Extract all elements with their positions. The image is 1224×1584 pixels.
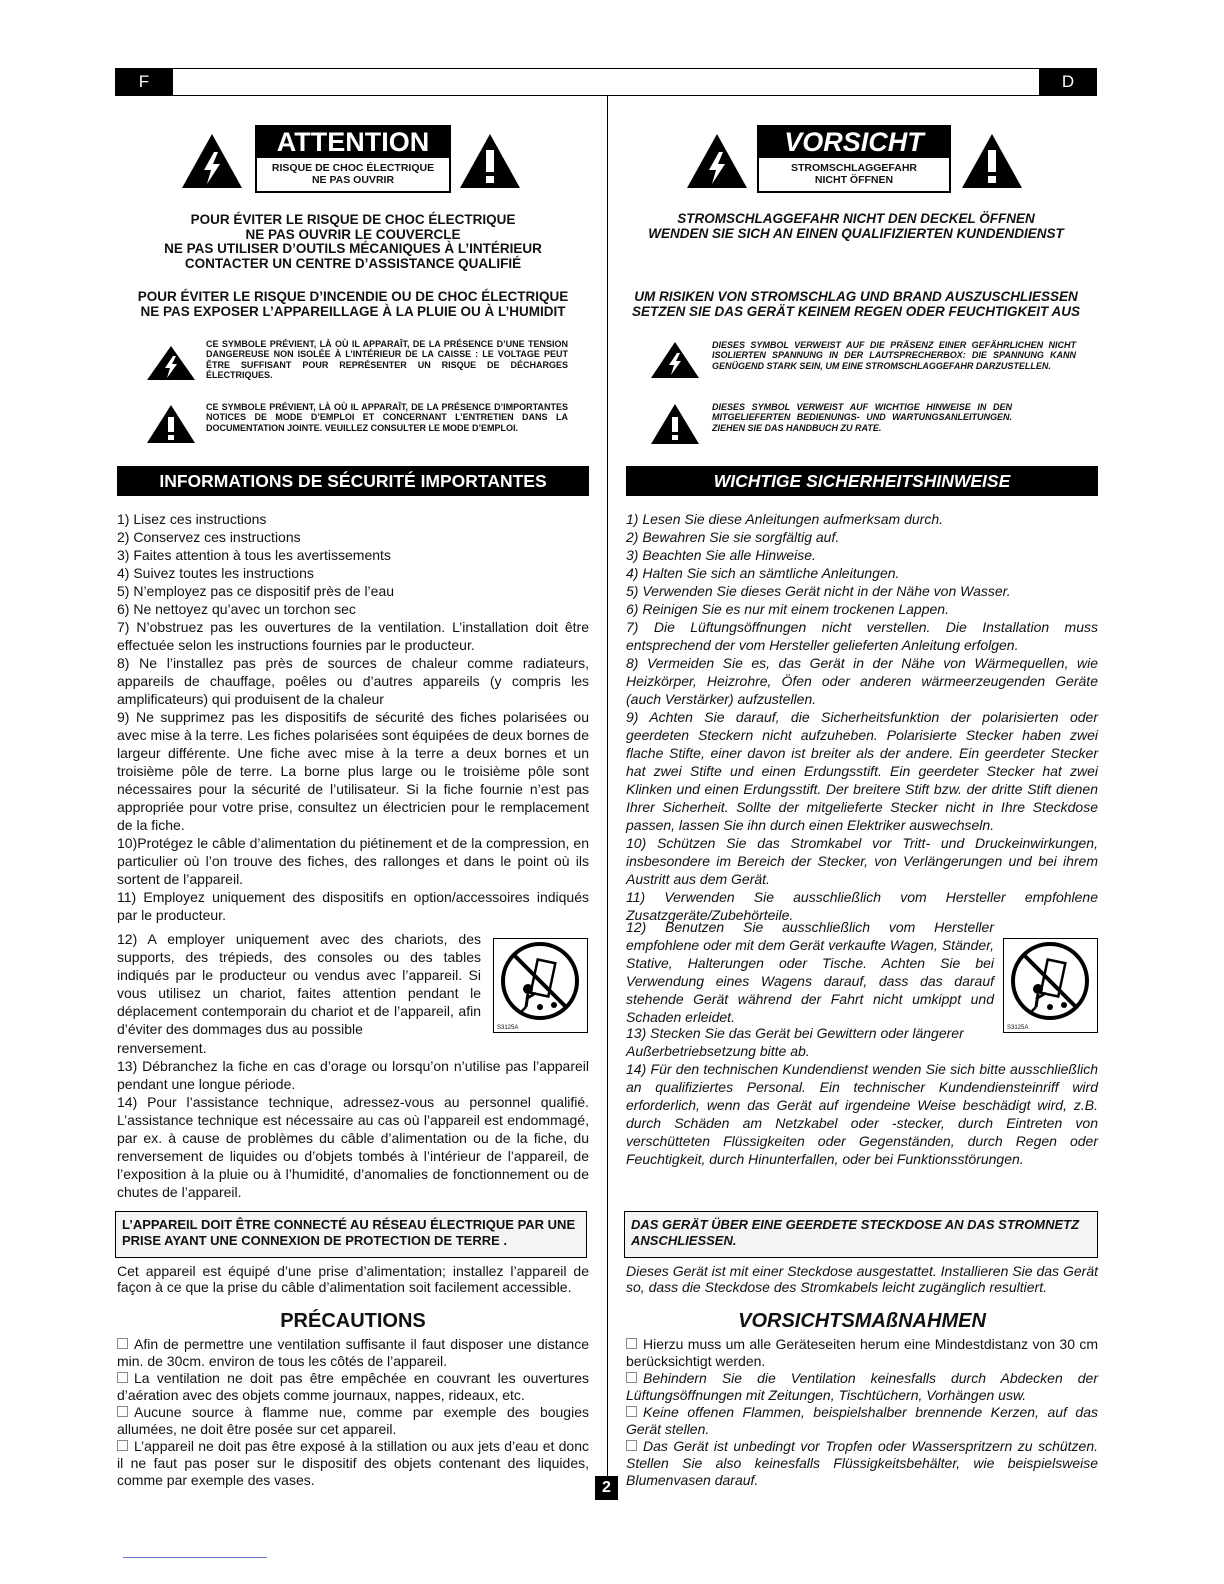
lightning-warning-icon — [180, 132, 244, 190]
checkbox-bullet-icon — [117, 1338, 128, 1349]
list-item: 11) Verwenden Sie ausschließlich vom Hersteller empfohlene Zusatzgeräte/Zubehörteile. — [626, 889, 1098, 923]
language-tag-fr: F — [115, 68, 173, 96]
list-item-13-end: Außerbetriebsetzung bitte ab. — [626, 1043, 810, 1059]
safety-list — [117, 510, 589, 924]
checkbox-bullet-icon — [117, 1440, 128, 1451]
list-item: 3) Beachten Sie alle Hinweise. — [626, 547, 816, 563]
section-heading: WICHTIGE SICHERHEITSHINWEISE — [626, 466, 1098, 496]
precaution-item — [117, 1404, 589, 1438]
precaution-item — [626, 1336, 1098, 1370]
list-item: 8) Ne l’installez pas près de sources de chaleur comme radiateurs, appareils de chauffage, poêles ou d’autres appareils (y compris les amplificateurs) qui produisent de la chaleur — [117, 655, 589, 707]
language-tag-de: D — [1039, 68, 1097, 96]
list-item-13: 13) Stecken Sie das Gerät bei Gewittern oder längerer — [626, 1025, 964, 1041]
image-caption: S3125A — [497, 1025, 519, 1031]
caps-line: STROMSCHLAGGEFAHR NICHT DEN DECKEL ÖFFNEN — [677, 211, 1035, 226]
list-item: 5) N’employez pas ce dispositif près de l’eau — [117, 583, 395, 599]
warning-subtitle-line: NE PAS OUVRIR — [311, 174, 395, 186]
precaution-text: Behindern Sie die Ventilation keinesfalls durch Abdecken der Lüftungsöffnungen mit Zeitungen, Tischtüchern, Vorhängen usw. — [626, 1370, 1098, 1403]
warning-title: VORSICHT — [758, 126, 950, 158]
checkbox-bullet-icon — [626, 1338, 637, 1349]
precautions-list — [626, 1336, 1098, 1489]
column-divider — [607, 96, 608, 1500]
symbol-note-voltage: CE SYMBOLE PRÉVIENT, LÀ OÙ IL APPARAÎT, DE LA PRÉSENCE D’UNE TENSION DANGEREUSE NON ISOLÉE À L’INTÉRIEUR DE LA CAISSE : LE VOLTAGE PEUT ÊTRE SUFFISANT POUR REPRÉSENTER UN RISQUE DE DÉCHARGES ÉLECTRIQUES. — [206, 339, 568, 380]
grounding-text: Cet appareil est équipé d’une prise d’alimentation; installez l’appareil de façon à ce que la prise du câble d’alimentation soit facilement accessible. — [117, 1263, 589, 1295]
precaution-text: Aucune source à flamme nue, comme par exemple des bougies allumées, ne doit être posée sur cet appareil. — [117, 1404, 589, 1437]
list-item-12-end: renversement. — [117, 1040, 207, 1056]
precaution-item — [117, 1336, 589, 1370]
checkbox-bullet-icon — [626, 1406, 637, 1417]
list-item-12: 12) A employer uniquement avec des chariots, des supports, des trépieds, des consoles ou des tables indiqués par le producteur ou vendus avec l’appareil. Si vous utilisez un chariot, faites attention pendant le déplacement contemporain du chariot et de l’appareil, afin d’éviter des dommages dus au possible — [117, 931, 481, 1037]
list-item: 8) Vermeiden Sie es, das Gerät in der Nähe von Wärmequellen, wie Heizkörper, Heizrohre, Öfen oder anderen wärmeerzeugenden Geräte (auch Verstärker) aufzustellen. — [626, 655, 1098, 707]
cart-warning-image — [1003, 938, 1098, 1033]
shock-warning-text — [117, 213, 589, 271]
cart-tipover-icon — [1004, 939, 1097, 1032]
caps-line: NE PAS OUVRIR LE COUVERCLE — [245, 226, 461, 242]
lightning-warning-icon — [146, 345, 196, 381]
list-item: 2) Conservez ces instructions — [117, 529, 301, 545]
list-item: 4) Halten Sie sich an sämtliche Anleitungen. — [626, 565, 900, 581]
shock-warning-text — [612, 212, 1100, 241]
list-item: 13) Débranchez la fiche en cas d’orage ou lorsqu’on n’utilise pas l’appareil pendant une longue période. — [117, 1058, 589, 1092]
lightning-warning-icon — [650, 341, 700, 379]
caps-line: SETZEN SIE DAS GERÄT KEINEM REGEN ODER FEUCHTIGKEIT AUS — [631, 303, 1081, 319]
list-item: 9) Achten Sie darauf, die Sicherheitsfunktion der polarisierten oder geerdeten Steckern nicht aufzuheben. Polarisierte Stecker haben zwei flache Stifte, einer davon ist breiter als der andere. Ein geerdeter Stecker hat zwei Stifte und einen Erdungsstift. Ein geerdeter Stecker hat zwei Klinken und einen Erdungsstift. Der breitere Stift bzw. der dritte Stift dienen Ihrer Sicherheit. Sollte der mitgelieferte Stecker nicht in Ihre Steckdose passen, lassen Sie ihn durch einen Elektriker auswechseln. — [626, 709, 1098, 833]
precaution-text: L’appareil ne doit pas être exposé à la stillation ou aux jets d’eau et donc il ne faut pas poser sur le dispositif des objets contenant des liquides, comme par exemple des vases. — [117, 1438, 589, 1488]
list-item-14: 14) Für den technischen Kundendienst wenden Sie sich bitte ausschließlich an qualifiziertes Personal. Ein technischer Kundendiensteinriff wird erforderlich, wenn das Gerät auf irgendeine Weise beschädigt wird, z.B. durch Schäden am Netzkabel oder -stecker, durch Eintreten von verschütteten Flüssigkeiten oder Gegenständen, durch Regen oder Feuchtigkeit, durch Hinunterfallen, oder bei Funktionsstörungen. — [626, 1061, 1098, 1167]
precaution-text: Afin de permettre une ventilation suffisante il faut disposer une distance min. de 30cm. environ de tous les côtés de l’appareil. — [117, 1336, 589, 1369]
list-item: 11) Employez uniquement des dispositifs en option/accessoires indiqués par le producteur. — [117, 889, 589, 923]
checkbox-bullet-icon — [626, 1440, 637, 1451]
list-item: 14) Pour l’assistance technique, adressez-vous au personnel qualifié. L’assistance technique est nécessaire au cas où l’appareil est endommagé, par ex. à cause de problèmes du câble d’alimentation ou de la fiche, du renversement de liquides ou d’objets tombés à l’intérieur de l’appareil, de l’exposition à la pluie ou à l’humidité, d’anomalies de fonctionnement ou de chutes de l’appareil. — [117, 1094, 589, 1200]
caps-line: WENDEN SIE SICH AN EINEN QUALIFIZIERTEN KUNDENDIENST — [648, 225, 1064, 241]
header-bar — [115, 68, 1097, 96]
warning-subtitle-line: NICHT ÖFFNEN — [814, 174, 894, 186]
grounding-notice-box: DAS GERÄT ÜBER EINE GEERDETE STECKDOSE AN DAS STROMNETZ ANSCHLIESSEN. — [624, 1211, 1098, 1258]
caps-line: CONTACTER UN CENTRE D’ASSISTANCE QUALIFIÉ — [184, 255, 522, 271]
page-number: 2 — [595, 1476, 618, 1500]
lightning-warning-icon — [685, 132, 749, 190]
warning-title: ATTENTION — [256, 126, 450, 158]
list-item: 1) Lisez ces instructions — [117, 511, 267, 527]
list-item: 4) Suivez toutes les instructions — [117, 565, 314, 581]
exclamation-warning-icon — [458, 132, 522, 190]
caps-line: POUR ÉVITER LE RISQUE D’INCENDIE OU DE CHOC ÉLECTRIQUE — [137, 289, 569, 304]
precaution-item — [117, 1438, 589, 1489]
checkbox-bullet-icon — [626, 1372, 637, 1383]
warning-label-box — [255, 125, 451, 193]
list-item: 6) Ne nettoyez qu’avec un torchon sec — [117, 601, 356, 617]
exclamation-warning-icon — [960, 132, 1024, 190]
symbol-note-manual: CE SYMBOLE PRÉVIENT, LÀ OÙ IL APPARAÎT, DE LA PRÉSENCE D’IMPORTANTES NOTICES DE MODE D’EMPLOI ET CONCERNANT L’ENTRETIEN DANS LA DOCUMENTATION JOINTE. VEUILLEZ CONSULTER LE MODE D’EMPLOI. — [206, 402, 568, 433]
list-item: 6) Reinigen Sie es nur mit einem trockenen Lappen. — [626, 601, 949, 617]
checkbox-bullet-icon — [117, 1406, 128, 1417]
symbol-note-voltage: DIESES SYMBOL VERWEIST AUF DIE PRÄSENZ EINER GEFÄHRLICHEN NICHT ISOLIERTEN SPANNUNG IN DER LAUTSPRECHERBOX: DIE SPANNUNG KANN GENÜGEND STARK SEIN, UM EINE STROMSCHLAGGEFAHR DARZUSTELLEN. — [712, 340, 1076, 371]
warning-subtitle-line: STROMSCHLAGGEFAHR — [791, 162, 917, 174]
precautions-title: PRÉCAUTIONS — [280, 1310, 426, 1332]
caps-line: NE PAS EXPOSER L’APPAREILLAGE À LA PLUIE OU À L’HUMIDIT — [140, 303, 566, 319]
caps-line: UM RISIKEN VON STROMSCHLAG UND BRAND AUSZUSCHLIESSEN — [634, 289, 1078, 304]
grounding-notice-box: L’APPAREIL DOIT ÊTRE CONNECTÉ AU RÉSEAU ÉLECTRIQUE PAR UNE PRISE AYANT UNE CONNEXION DE PROTECTION DE TERRE . — [115, 1211, 587, 1258]
symbol-note-manual: DIESES SYMBOL VERWEIST AUF WICHTIGE HINWEISE IN DEN MITGELIEFERTEN BEDIENUNGS- UND WARTUNGSANLEITUNGEN. ZIEHEN SIE DAS HANDBUCH ZU RATE. — [712, 402, 1012, 433]
warning-label-box — [757, 125, 951, 193]
caps-line: POUR ÉVITER LE RISQUE DE CHOC ÉLECTRIQUE — [190, 212, 516, 227]
section-heading: INFORMATIONS DE SÉCURITÉ IMPORTANTES — [117, 466, 589, 496]
image-caption: S3125A — [1007, 1025, 1029, 1031]
precaution-text: La ventilation ne doit pas être empêchée en couvrant les ouvertures d’aération avec des objets comme journaux, nappes, rideaux, etc. — [117, 1370, 589, 1403]
cart-tipover-icon — [494, 939, 587, 1032]
precautions-list — [117, 1336, 589, 1489]
list-item: 10) Schützen Sie das Stromkabel vor Tritt- und Druckeinwirkungen, insbesondere im Bereich der Stecker, von Verlängerungen und bei ihrem Austritt aus dem Gerät. — [626, 835, 1098, 887]
exclamation-warning-icon — [650, 403, 700, 445]
list-item: 7) N’obstruez pas les ouvertures de la ventilation. L’installation doit être effectuée selon les instructions fournies par le producteur. — [117, 619, 589, 653]
precautions-title: VORSICHTSMAßNAHMEN — [738, 1310, 986, 1332]
caps-line: NE PAS UTILISER D’OUTILS MÉCANIQUES À L’INTÉRIEUR — [164, 241, 542, 256]
list-item: 7) Die Lüftungsöffnungen nicht verstellen. Die Installation muss entsprechend der vom Hersteller gelieferten Anleitung erfolgen. — [626, 619, 1098, 653]
fire-warning-text — [612, 290, 1100, 319]
list-item-12: 12) Benutzen Sie ausschließlich vom Hersteller empfohlene oder mit dem Gerät verkaufte Wagen, Ständer, Stative, Halterungen oder Tische. Achten Sie bei Verwendung eines Wagens darauf, dass das darauf stehende Gerät während der Fahrt nicht umkippt und Schaden erleidet. — [626, 919, 994, 1025]
list-item: 2) Bewahren Sie sie sorgfältig auf. — [626, 529, 840, 545]
list-item: 10)Protégez le câble d’alimentation du piétinement et de la compression, en particulier où l’on trouve des fiches, des rallonges et dans le point où ils sortent de l’appareil. — [117, 835, 589, 887]
precaution-text: Das Gerät ist unbedingt vor Tropfen oder Wasserspritzern zu schützen. Stellen Sie also keinesfalls Flüssigkeitsbehälter, wie beispielsweise Blumenvasen darauf. — [626, 1438, 1098, 1488]
list-item: 1) Lesen Sie diese Anleitungen aufmerksam durch. — [626, 511, 943, 527]
precaution-item — [117, 1370, 589, 1404]
safety-list — [626, 510, 1098, 924]
precaution-item — [626, 1438, 1098, 1489]
precaution-item — [626, 1404, 1098, 1438]
checkbox-bullet-icon — [117, 1372, 128, 1383]
list-item: 5) Verwenden Sie dieses Gerät nicht in der Nähe von Wasser. — [626, 583, 1011, 599]
precaution-text: Keine offenen Flammen, beispielshalber brennende Kerzen, auf das Gerät stellen. — [626, 1404, 1098, 1437]
safety-list-continued — [117, 1057, 589, 1201]
precaution-text: Hierzu muss um alle Geräteseiten herum eine Mindestdistanz von 30 cm berücksichtigt werden. — [626, 1336, 1098, 1369]
warning-subtitle-line: RISQUE DE CHOC ÉLECTRIQUE — [271, 162, 435, 174]
cart-warning-image — [493, 938, 588, 1033]
grounding-text: Dieses Gerät ist mit einer Steckdose ausgestattet. Installieren Sie das Gerät so, dass die Steckdose des Stromkabels leicht zugänglich resultiert. — [626, 1263, 1098, 1295]
footer-rule — [123, 1557, 267, 1558]
list-item: 9) Ne supprimez pas les dispositifs de sécurité des fiches polarisées ou avec mise à la terre. Les fiches polarisées sont équipées de deux bornes de largeur différente. Une fiche avec mise à la terre a deux bornes et un troisième pôle de terre. La borne plus large ou le troisième pôle sont nécessaires pour la sécurité de l’utilisateur. Si la fiche fournie n’est pas appropriée pour votre prise, consultez un électricien pour le remplacement de la fiche. — [117, 709, 589, 833]
fire-warning-text — [117, 290, 589, 319]
exclamation-warning-icon — [146, 404, 196, 444]
precaution-item — [626, 1370, 1098, 1404]
list-item: 3) Faites attention à tous les avertissements — [117, 547, 391, 563]
